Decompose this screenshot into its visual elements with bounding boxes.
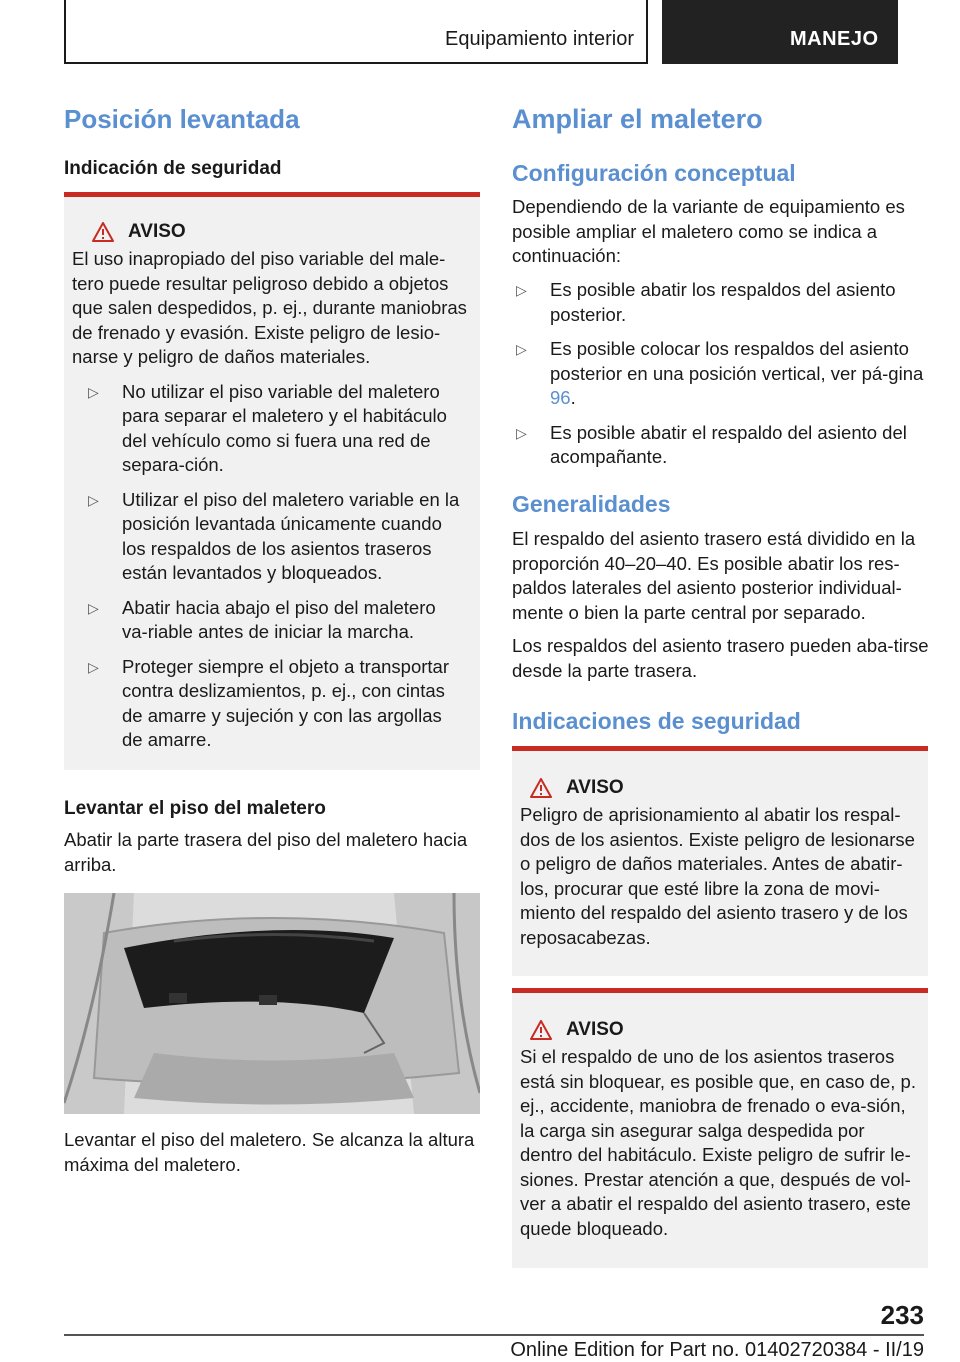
warning-label-row — [520, 1019, 922, 1041]
raise-floor-text: Abatir la parte trasera del piso del maletero hacia arriba. — [64, 829, 468, 875]
subheading-safety: Indicación de seguridad — [64, 158, 282, 179]
heading-raise-floor: Levantar el piso del maletero — [64, 798, 326, 819]
bullet-triangle-icon: ▷ — [88, 599, 99, 616]
chapter-title: MANEJO — [790, 28, 879, 50]
warning-label: AVISO — [566, 1019, 624, 1040]
warning-box-left — [64, 192, 480, 770]
header-section-tab — [64, 0, 648, 64]
general-text-2: Los respaldos del asiento trasero pueden aba-tirse desde la parte trasera. — [512, 635, 929, 681]
hand-pointing-icon — [898, 24, 922, 54]
warning-text: Si el respaldo de uno de los asientos traseros está sin bloquear, es posible que, en caso de, p. ej., accidente, maniobra de frenado o eva-sión, la carga sin asegurar salga despedida por dentro del habitáculo. Existe peligro de sufrir le-siones. Prestar atención a que, después de vol-ver a abatir el respaldo del asiento trasero, este quede bloqueado. — [520, 1046, 916, 1239]
list-item: ▷ Utilizar el piso del maletero variable en la posición levantada únicamente cuando los respaldos de los asientos traseros están levantados y bloqueados. — [88, 488, 460, 583]
photo-caption: Levantar el piso del maletero. Se alcanza la altura máxima del maletero. — [64, 1129, 475, 1175]
list-item: ▷ Es posible colocar los respaldos del asiento posterior en una posición vertical, ver pá-gina 96. — [516, 338, 924, 408]
heading-safety-notes: Indicaciones de seguridad — [512, 708, 801, 734]
page-link[interactable]: 96 — [550, 387, 571, 408]
warning-triangle-icon — [530, 1020, 552, 1040]
heading-general: Generalidades — [512, 491, 671, 517]
page-number: 233 — [880, 1300, 924, 1330]
section-title: Equipamiento interior — [445, 28, 634, 50]
warning-triangle-icon — [530, 778, 552, 798]
bullet-triangle-icon: ▷ — [88, 658, 99, 675]
warning-label-row — [72, 221, 472, 243]
heading-raised-position: Posición levantada — [64, 104, 300, 134]
warning-box-right-2 — [512, 988, 928, 1268]
bullet-triangle-icon: ▷ — [516, 424, 527, 441]
footer-divider — [64, 1334, 924, 1336]
warning-label-row — [520, 777, 922, 799]
heading-concept: Configuración conceptual — [512, 160, 796, 186]
header-chapter-tab — [662, 0, 898, 64]
bullet-triangle-icon: ▷ — [88, 383, 99, 400]
bullet-triangle-icon: ▷ — [516, 341, 527, 357]
concept-text: Dependiendo de la variante de equipamiento es posible ampliar el maletero como se indica a continuación: — [512, 196, 905, 266]
warning-text: Peligro de aprisionamiento al abatir los respal-dos de los asientos. Existe peligro de lesionarse o peligro de daños materiales. Antes de abatir-los, procurar que esté libre la zona de movi-miento del respaldo del asiento trasero y de los reposacabezas. — [520, 804, 915, 948]
general-text-1: El respaldo del asiento trasero está dividido en la proporción 40–20–40. Es posible abatir los res-paldos laterales del asiento posterior individual-mente o bien la parte central por separado. — [512, 528, 916, 623]
list-item: ▷ No utilizar el piso variable del maletero para separar el maletero y el habitáculo del vehículo como si fuera una red de separa-ción. — [88, 380, 447, 475]
heading-extend-trunk: Ampliar el maletero — [512, 104, 763, 134]
bullet-triangle-icon: ▷ — [88, 491, 99, 508]
warning-label: AVISO — [566, 777, 624, 798]
warning-text: El uso inapropiado del piso variable del male-tero puede resultar peligroso debido a objetos que salen despedidos, p. ej., durante maniobras de frenado y evasión. Existe peligro de lesio-narse y peligro de daños materiales. — [72, 248, 467, 367]
bullet-triangle-icon: ▷ — [516, 282, 527, 298]
warning-list — [84, 380, 464, 753]
list-item: ▷ Es posible abatir los respaldos del asiento posterior. — [516, 279, 896, 325]
warning-box-right-1 — [512, 746, 928, 976]
edition-line: Online Edition for Part no. 01402720384 - II/19 — [510, 1339, 924, 1361]
trunk-floor-photo — [64, 893, 480, 1114]
warning-triangle-icon — [92, 222, 114, 242]
concept-list — [512, 278, 930, 480]
warning-label: AVISO — [128, 221, 186, 242]
list-item: ▷ Es posible abatir el respaldo del asiento del acompañante. — [516, 421, 907, 467]
list-item: ▷ Abatir hacia abajo el piso del maletero va-riable antes de iniciar la marcha. — [88, 596, 436, 642]
list-item: ▷ Proteger siempre el objeto a transportar contra deslizamientos, p. ej., con cintas de amarre y sujeción y con las argollas de amarre. — [88, 655, 450, 750]
